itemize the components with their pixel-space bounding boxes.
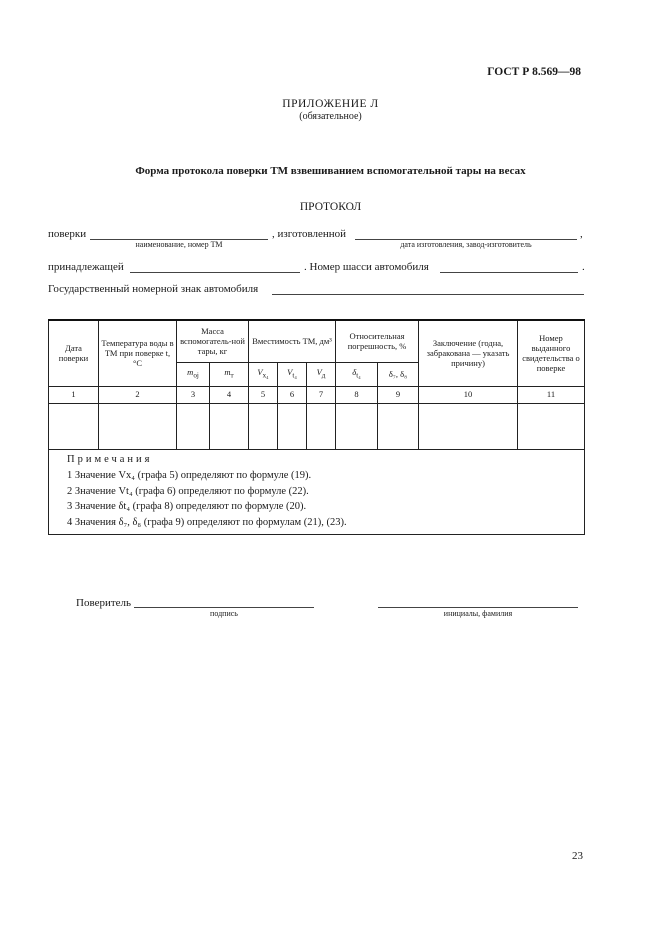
subheader-m-oj: $m_{oj}$ [177,362,210,386]
col-number: 8 [336,386,378,403]
col-header-error: Относительная погрешность, % [336,320,419,362]
data-cell[interactable] [278,403,307,449]
standard-number: ГОСТ Р 8.569—98 [487,66,581,78]
col-header-temperature: Температура воды в ТМ при поверке t, °С [99,320,177,386]
col-number: 5 [249,386,278,403]
owner-label: принадлежащей [48,261,124,273]
notes [49,449,585,535]
manufactured-label: , изготовленной [272,228,347,240]
data-row [49,403,585,449]
license-plate-field[interactable] [272,294,584,295]
line1-comma: , [580,228,583,240]
protocol-title: ПРОТОКОЛ [299,201,362,213]
data-cell[interactable] [336,403,378,449]
column-number-row [49,386,585,403]
name-caption: инициалы, фамилия [443,609,513,618]
subheader-delta-t4: $\delta_{t_4}$ [336,362,378,386]
subheader-m-t: $m_т$ [210,362,249,386]
subheader-delta-7-8: δ₇, δ₈ [378,362,419,386]
note-item: 3 Значение δt₄ (графа 8) определяют по формуле (20). [67,501,307,513]
notes-title: Примечания [67,453,153,465]
appendix-title: ПРИЛОЖЕНИЕ Л [282,98,379,110]
col-header-date: Дата поверки [49,320,99,386]
data-cell[interactable] [210,403,249,449]
data-cell[interactable] [249,403,278,449]
note-item: 1 Значение Vx₄ (графа 5) определяют по формуле (19). [67,470,312,482]
col-number: 2 [99,386,177,403]
note-item: 4 Значения δ₇, δ₈ (графа 9) определяют по формулам (21), (23). [67,516,347,528]
data-cell[interactable] [99,403,177,449]
data-cell[interactable] [378,403,419,449]
protocol-table [48,319,585,535]
note-item: 2 Значение Vt₄ (графа 6) определяют по формуле (22). [67,485,309,497]
col-number: 4 [210,386,249,403]
data-cell[interactable] [49,403,99,449]
verifier-label: Поверитель [76,597,132,609]
signature-caption: подпись [210,609,238,618]
owner-field[interactable] [130,272,300,273]
col-number: 7 [307,386,336,403]
col-header-conclusion: Заключение (годна, забракована — указать причину) [419,320,518,386]
line2-period: . [582,261,585,273]
manufacture-info-caption: дата изготовления, завод-изготовитель [400,240,532,249]
page-number: 23 [572,850,583,862]
chassis-number-field[interactable] [440,272,578,273]
form-title: Форма протокола поверки ТМ взвешиванием вспомогательной тары на весах [135,165,526,177]
appendix-status: (обязательное) [299,111,362,122]
col-header-volume: Вместимость ТМ, дм³ [249,320,336,362]
data-cell[interactable] [518,403,585,449]
col-number: 10 [419,386,518,403]
col-header-mass: Масса вспомогатель-ной тары, кг [177,320,249,362]
col-number: 9 [378,386,419,403]
data-cell[interactable] [307,403,336,449]
data-cell[interactable] [419,403,518,449]
signature-field[interactable] [134,607,314,608]
subheader-v-t4: $V_{t_4}$ [278,362,307,386]
subheader-v-d: $V_д$ [307,362,336,386]
name-field[interactable] [378,607,578,608]
subheader-v-x4: $V_{x_4}$ [249,362,278,386]
license-plate-label: Государственный номерной знак автомобиля [48,283,259,295]
col-number: 3 [177,386,210,403]
col-number: 11 [518,386,585,403]
col-number: 1 [49,386,99,403]
chassis-label: . Номер шасси автомобиля [304,261,429,273]
data-cell[interactable] [177,403,210,449]
verification-label: поверки [48,228,87,240]
col-number: 6 [278,386,307,403]
instrument-name-caption: наименование, номер ТМ [135,240,223,249]
col-header-certificate: Номер выданного свидетельства о поверке [518,320,585,386]
